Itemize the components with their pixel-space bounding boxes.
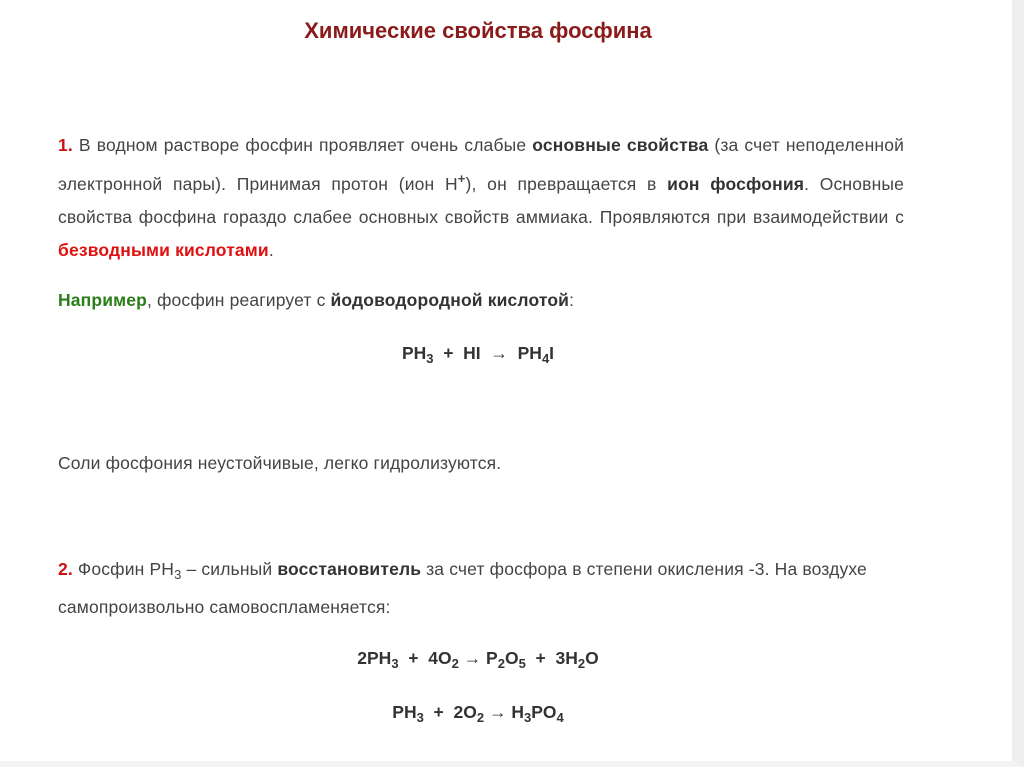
text-run: .: [268, 240, 274, 260]
example-paragraph: [58, 284, 904, 317]
property-1-paragraph: [58, 129, 904, 267]
text-run: за счет фосфора в степени окисления -3. На воздухе самопроизвольно самовоспламеняется:: [58, 559, 867, 617]
formula-part: O: [585, 648, 599, 668]
salts-paragraph: Соли фосфония неустойчивые, легко гидролизуются.: [58, 453, 502, 473]
formula-part: PH: [392, 702, 417, 722]
subscript: 5: [518, 656, 526, 671]
formula-part: PH: [517, 343, 542, 363]
text-run: ), он превращается в: [465, 174, 668, 194]
formula-part: P: [486, 648, 498, 668]
formula-part: 3H: [555, 648, 578, 668]
formula-part: HI: [463, 343, 481, 363]
reaction-arrow: →: [484, 702, 512, 722]
formula-part: O: [504, 648, 519, 668]
superscript: +: [457, 171, 466, 186]
reaction-arrow: →: [458, 648, 487, 668]
equation-1: [0, 343, 956, 366]
operator: +: [433, 343, 464, 363]
formula-part: 2O: [453, 702, 477, 722]
formula-part: PO: [531, 702, 557, 722]
text-run: Фосфин PH: [72, 559, 175, 579]
text-run: , фосфин реагирует с: [146, 290, 331, 310]
example-label: Например: [58, 290, 147, 310]
formula-part: PH: [401, 343, 427, 363]
subscript: 4: [541, 351, 550, 366]
subscript: 3: [391, 656, 399, 671]
reaction-arrow: →: [480, 343, 518, 363]
operator: +: [398, 648, 429, 668]
operator: +: [525, 648, 556, 668]
equation-3: [0, 702, 956, 725]
equation-2: [0, 648, 956, 671]
bold-term: основные свойства: [532, 135, 709, 155]
subscript: 4: [556, 710, 564, 725]
item-number: 1.: [58, 135, 73, 155]
highlight-term: безводными кислотами: [58, 240, 269, 260]
subscript: 2: [497, 656, 505, 671]
subscript: 3: [174, 567, 182, 582]
item-number: 2.: [58, 559, 73, 579]
bold-term: восстановитель: [277, 559, 422, 579]
bold-term: ион фосфония: [667, 174, 805, 194]
subscript: 3: [426, 351, 434, 366]
text-run: – сильный: [181, 559, 278, 579]
text-run: В водном растворе фосфин проявляет очень слабые: [72, 135, 533, 155]
subscript: 2: [451, 656, 459, 671]
subscript: 3: [523, 710, 532, 725]
formula-part: 2PH: [357, 648, 392, 668]
text-run: . Основные свойства фосфина гораздо слабее основных свойств аммиака. Проявляются при взаимодействии с: [58, 174, 905, 227]
text-run: (за счет неподеленной электронной пары). Принимая протон (ион Н: [58, 135, 905, 194]
text-run: :: [569, 290, 575, 310]
subscript: 2: [476, 710, 485, 725]
formula-part: H: [511, 702, 524, 722]
subscript: 3: [416, 710, 424, 725]
operator: +: [423, 702, 454, 722]
formula-part: 4O: [428, 648, 452, 668]
bold-term: йодоводородной кислотой: [330, 290, 570, 310]
subscript: 2: [577, 656, 586, 671]
property-2-paragraph: [58, 553, 904, 624]
formula-part: I: [549, 343, 555, 363]
page-title: Химические свойства фосфина: [304, 18, 652, 43]
